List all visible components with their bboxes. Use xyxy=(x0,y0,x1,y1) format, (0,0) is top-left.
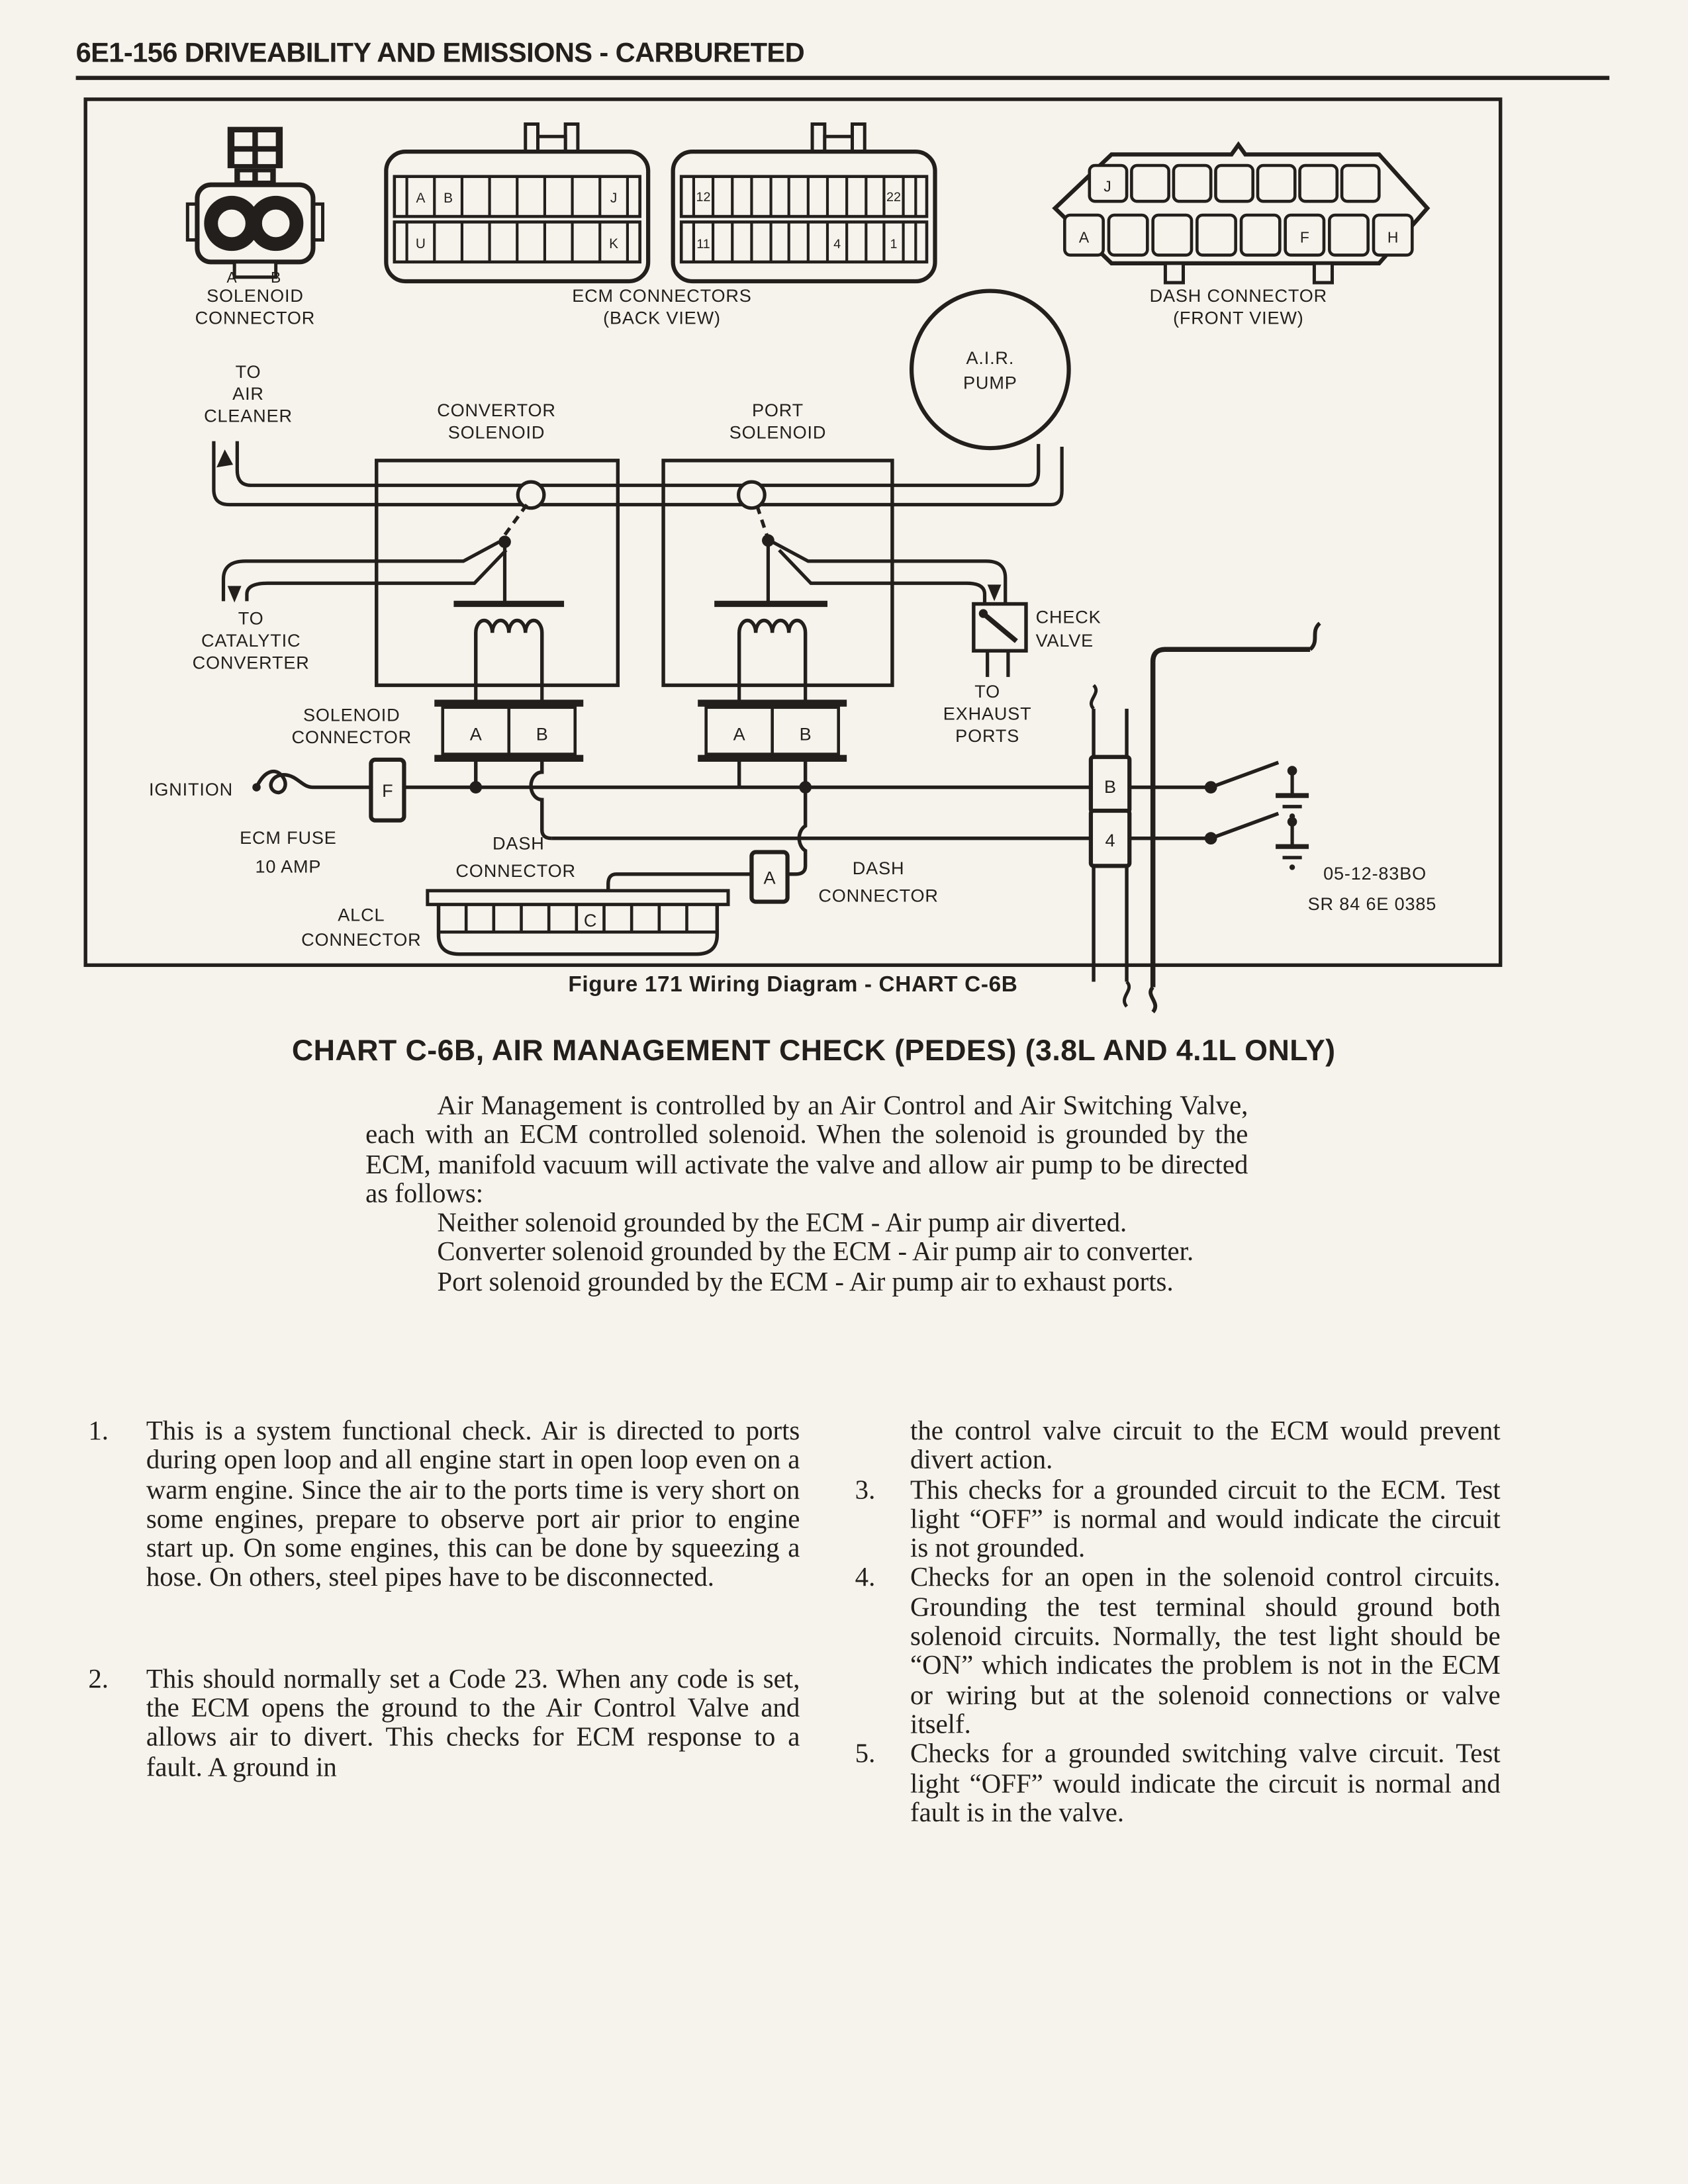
dashfront-pin-f: F xyxy=(1299,228,1309,246)
convertor-solenoid-box xyxy=(377,461,618,686)
ecm-left-pin-k: K xyxy=(609,236,619,251)
item-number: 2. xyxy=(88,1665,109,1694)
to-exhaust-2: EXHAUST xyxy=(943,703,1032,724)
air-pump-circle xyxy=(912,291,1069,449)
ecm-right-pin-1: 1 xyxy=(890,236,898,251)
item-number: 5. xyxy=(855,1740,876,1770)
vacuum-port-right xyxy=(739,482,765,508)
lower-wiring xyxy=(252,623,1319,1012)
pipes xyxy=(214,291,1069,677)
intro-block xyxy=(365,1092,1248,1298)
ecm-fuse-2: 10 AMP xyxy=(255,856,322,877)
solenoid-conn-label-2: CONNECTOR xyxy=(195,307,316,328)
ecm-right-pin-11: 11 xyxy=(696,236,710,251)
intro-paragraph-3: Converter solenoid grounded by the ECM - Air pump air to converter. xyxy=(437,1238,1194,1268)
ecm-left-pin-j: J xyxy=(610,191,618,206)
stamp-line-2: SR 84 6E 0385 xyxy=(1307,893,1437,914)
switch2-contact xyxy=(1205,832,1217,844)
alcl-label-2: CONNECTOR xyxy=(301,929,422,950)
arrow-into-check-valve xyxy=(988,584,1002,601)
ignition-label: IGNITION xyxy=(148,779,234,800)
dash-pin-a: A xyxy=(763,867,776,888)
solenoid-connector-label-2: CONNECTOR xyxy=(291,726,412,747)
pipe-arrows xyxy=(216,449,1001,602)
page-header: 6E1-156 DRIVEABILITY AND EMISSIONS - CARBURETED xyxy=(75,38,805,69)
alcl-pin-c: C xyxy=(583,909,597,931)
pivot-dot-left xyxy=(498,535,511,548)
dash-conn-f-1: DASH xyxy=(492,833,545,854)
left-conn-pin-a: A xyxy=(469,723,482,745)
item-text: Checks for an open in the solenoid control circuits. Grounding the test terminal should ground both solenoid circuits. Normally, the test light should be “ON” which indicates the problem is not in the ECM or wiring but at the solenoid connections or valve itself. xyxy=(910,1564,1501,1741)
port-solenoid-1: PORT xyxy=(751,400,804,421)
dashfront-pin-j: J xyxy=(1103,177,1111,195)
list-item-2 xyxy=(88,1665,800,1782)
ecm-right-pin-12: 12 xyxy=(696,190,711,205)
to-air-cleaner-2: AIR xyxy=(232,383,264,404)
dash-conn-a-2: CONNECTOR xyxy=(818,885,939,906)
dashfront-pin-a: A xyxy=(1078,228,1090,246)
ecm-right-pin-4: 4 xyxy=(833,236,841,251)
ecm-left-pin-a: A xyxy=(416,191,426,206)
check-valve-1: CHECK xyxy=(1035,606,1102,627)
ground-symbols xyxy=(1276,766,1309,870)
alcl-connector xyxy=(428,891,728,954)
list-item-4 xyxy=(855,1565,1501,1741)
ecm-label-1: ECM CONNECTORS xyxy=(572,285,752,306)
to-air-cleaner-3: CLEANER xyxy=(204,405,293,426)
left-column xyxy=(88,1418,800,1783)
item-text: This checks for a grounded circuit to the ECM. Test light “OFF” is normal and would indicate the circuit is not grounded. xyxy=(910,1476,1501,1564)
left-conn-pin-b: B xyxy=(536,723,548,745)
to-catalytic-3: CONVERTER xyxy=(192,652,310,673)
to-catalytic-2: CATALYTIC xyxy=(201,630,301,651)
dashfront-label-2: (FRONT VIEW) xyxy=(1173,307,1304,328)
port-solenoid-box xyxy=(663,461,892,686)
item-number: 4. xyxy=(855,1564,876,1594)
check-valve xyxy=(974,604,1026,651)
ecm-left-pin-b: B xyxy=(444,191,453,206)
intro-paragraph-4: Port solenoid grounded by the ECM - Air pump air to exhaust ports. xyxy=(437,1268,1174,1297)
ecm-right-pin-22: 22 xyxy=(886,190,902,205)
list-item-3 xyxy=(855,1476,1501,1564)
switch1-contact xyxy=(1205,781,1217,794)
ecm-fuse-1: ECM FUSE xyxy=(240,827,337,848)
intro-paragraph-1: Air Management is controlled by an Air Control and Air Switching Valve, each with an ECM controlled solenoid. When the solenoid is grounded by the ECM, manifold vacuum will activate the valve and allow air pump to be directed as follows: xyxy=(365,1091,1248,1209)
item-text: This should normally set a Code 23. When any code is set, the ECM opens the ground to the Air Control Valve and allows air to divert. This checks for ECM response to a fault. A ground in xyxy=(146,1665,800,1783)
solenoid-conn-label-1: SOLENOID xyxy=(207,285,304,306)
to-exhaust-3: PORTS xyxy=(955,725,1020,746)
wiring-diagram xyxy=(0,0,1688,1048)
solenoid-connector-label-1: SOLENOID xyxy=(303,704,400,725)
to-exhaust-1: TO xyxy=(974,681,1001,702)
solenoid-connector-blocks xyxy=(434,703,847,758)
port-solenoid-2: SOLENOID xyxy=(729,422,827,443)
arrow-to-air-cleaner xyxy=(216,449,233,467)
ecm-label-2: (BACK VIEW) xyxy=(603,307,721,328)
solenoid-pin-a: A xyxy=(226,269,237,287)
ecm-left-pin-u: U xyxy=(415,236,426,251)
item-text: This is a system functional check. Air is directed to ports during open loop and all engine start in open loop even on a warm engine. Since the air to the ports time is very short on some engines, prepare to observe port air prior to engine start up. On some engines, this can be done by squeezing a hose. On others, steel pipes have to be disconnected. xyxy=(146,1417,800,1594)
right-conn-pin-b: B xyxy=(799,723,812,745)
solenoid-valve-boxes xyxy=(377,461,892,702)
list-item-2-continued xyxy=(855,1418,1501,1477)
dashfront-label-1: DASH CONNECTOR xyxy=(1149,285,1328,306)
strip-pin-4: 4 xyxy=(1105,830,1115,851)
to-catalytic-1: TO xyxy=(238,608,264,629)
dash-connector-front xyxy=(1055,145,1428,283)
solenoid-pin-b: B xyxy=(271,269,281,287)
dashfront-pin-h: H xyxy=(1387,228,1399,246)
item-number: 1. xyxy=(88,1417,109,1447)
list-item-1 xyxy=(88,1418,800,1594)
air-pump-1: A.I.R. xyxy=(966,347,1015,368)
solenoid-connector-icon xyxy=(187,127,322,277)
list-item-5 xyxy=(855,1741,1501,1829)
chart-title: CHART C-6B, AIR MANAGEMENT CHECK (PEDES) (3.8L AND 4.1L ONLY) xyxy=(291,1034,1336,1068)
dash-conn-f-2: CONNECTOR xyxy=(455,860,576,881)
to-air-cleaner-1: TO xyxy=(235,361,261,382)
check-valve-2: VALVE xyxy=(1035,630,1094,651)
convertor-solenoid-2: SOLENOID xyxy=(447,422,545,443)
item-number: 3. xyxy=(855,1476,876,1506)
strip-pin-b: B xyxy=(1104,776,1117,797)
right-column xyxy=(855,1418,1501,1829)
ecm-connector-left xyxy=(386,124,648,281)
dash-conn-a-1: DASH xyxy=(852,857,905,878)
stamp-line-1: 05-12-83BO xyxy=(1323,863,1427,884)
figure-caption: Figure 171 Wiring Diagram - CHART C-6B xyxy=(568,973,1018,997)
intro-paragraph-2: Neither solenoid grounded by the ECM - Air pump air diverted. xyxy=(437,1209,1127,1239)
item-text: the control valve circuit to the ECM would prevent divert action. xyxy=(910,1417,1501,1476)
air-pump-2: PUMP xyxy=(963,372,1017,393)
alcl-label-1: ALCL xyxy=(338,904,385,925)
arrow-to-catalytic xyxy=(228,586,242,602)
fuse-pin-f: F xyxy=(382,780,393,801)
right-conn-pin-a: A xyxy=(733,723,745,745)
pivot-dot-right xyxy=(762,534,774,547)
item-text: Checks for a grounded switching valve circuit. Test light “OFF” would indicate the circuit is normal and fault is in the valve. xyxy=(910,1740,1501,1829)
vacuum-port-left xyxy=(518,482,544,508)
junction-dot-left-a xyxy=(469,781,482,794)
item-number xyxy=(855,1418,910,1477)
junction-dot-right-b xyxy=(799,781,812,794)
convertor-solenoid-1: CONVERTOR xyxy=(437,400,556,421)
